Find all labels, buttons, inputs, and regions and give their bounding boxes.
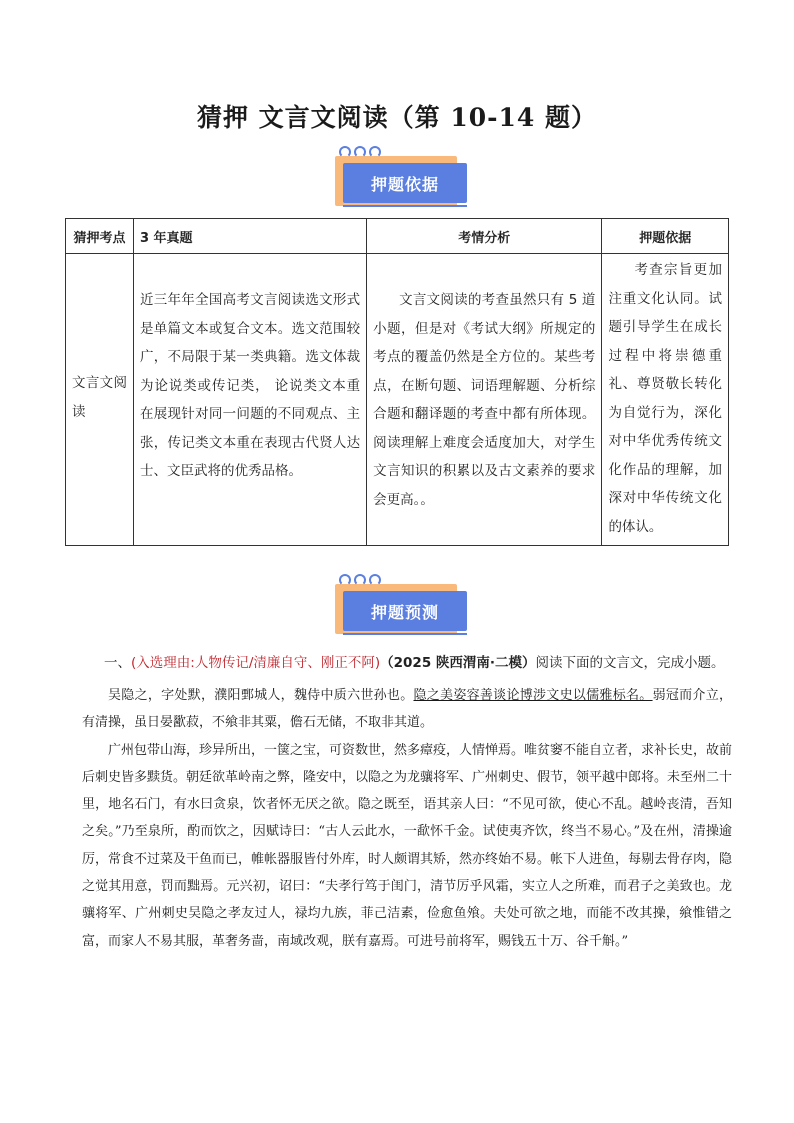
badge-label: 押题预测 — [343, 591, 467, 631]
badge-underline — [343, 205, 467, 207]
question-header — [82, 652, 732, 674]
passage-text: 弱冠而介立，有清操，虽日晏歠菽，不飨非其粟，儋石无储，不取非其道。 — [82, 688, 732, 731]
page-title: 猜押 文言文阅读（第 10-14 题） — [196, 103, 598, 132]
binder-rings-icon — [339, 574, 381, 586]
cell-years: 近三年年全国高考文言阅读选文形式是单篇文本或复合文本。选文范围较广，不局限于某一类典籍。选文体裁为论说类或传记类， 论说类文本重在展现针对同一问题的不同观点、主张，传记类文本重在表现古代贤人达士、文臣武将的优秀品格。 — [133, 254, 366, 546]
section-badge-prediction — [329, 574, 469, 644]
header-topic: 猜押考点 — [66, 219, 134, 254]
header-basis: 押题依据 — [602, 219, 729, 254]
section-badge-basis — [329, 146, 469, 216]
table-header-row — [66, 219, 729, 254]
question-source: （2025 陕西渭南·二模） — [380, 655, 536, 671]
cell-basis: 考查宗旨更加注重文化认同。试题引导学生在成长过程中将崇德重礼、尊贤敬长转化为自觉行为，深化对中华优秀传统文化作品的理解，加深对中华传统文化的体认。 — [602, 254, 729, 546]
underlined-sentence: 隐之美姿容善谈论博涉文史以儒雅标名。 — [413, 688, 653, 703]
cell-topic: 文言文阅读 — [66, 254, 134, 546]
passage-paragraph-2: 广州包带山海，珍异所出，一箧之宝，可资数世，然多瘴疫，人情惮焉。唯贫窭不能自立者，求补长史，故前后刺史皆多黩货。朝廷欲革岭南之弊，隆安中，以隐之为龙骧将军、广州刺史、假节，领平越中郎将。未至州二十里，地名石门，有水曰贪泉，饮者怀无厌之欲。隐之既至，语其亲人曰：“不见可欲，使心不乱。越岭丧清，吾知之矣。”乃至泉所，酌而饮之，因赋诗曰：“古人云此水，一歃怀千金。试使夷齐饮，终当不易心。”及在州，清操逾厉，常食不过菜及干鱼而已，帷帐器服皆付外库，时人颇谓其矫，然亦终始不易。帐下人进鱼，每剔去骨存肉，隐之觉其用意，罚而黜焉。元兴初，诏曰：“夫孝行笃于闺门，清节厉乎风霜，实立人之所难，而君子之美致也。龙骧将军、广州刺史吴隐之孝友过人，禄均九族，菲己洁素，俭愈鱼飧。夫处可欲之地，而能不改其操，飨惟错之富，而家人不易其服，革奢务啬，南域改观，朕有嘉焉。可进号前将军，赐钱五十万、谷千斛。” — [82, 742, 733, 949]
header-years: 3 年真题 — [133, 219, 366, 254]
badge-label: 押题依据 — [343, 163, 467, 203]
table-row — [66, 254, 729, 546]
selection-reason: (入选理由:人物传记/清廉自守、刚正不阿) — [131, 655, 381, 671]
badge-underline — [343, 633, 467, 635]
basis-table — [65, 218, 729, 546]
passage-text: 吴隐之，字处默，濮阳鄄城人，魏侍中质六世孙也。 — [108, 688, 414, 703]
question-number: 一、 — [104, 655, 131, 671]
header-analysis: 考情分析 — [367, 219, 602, 254]
binder-rings-icon — [339, 146, 381, 158]
question-instruction: 阅读下面的文言文，完成小题。 — [535, 655, 725, 671]
passage-paragraph-1 — [82, 682, 732, 737]
cell-analysis: 文言文阅读的考查虽然只有 5 道小题，但是对《考试大纲》所规定的考点的覆盖仍然是全方位的。某些考点，在断句题、词语理解题、分析综合题和翻译题的考查中都有所体现。阅读理解上难度会适度加大，对学生文言知识的积累以及古文素养的要求会更高。。 — [367, 254, 602, 546]
classical-passage — [82, 682, 732, 955]
